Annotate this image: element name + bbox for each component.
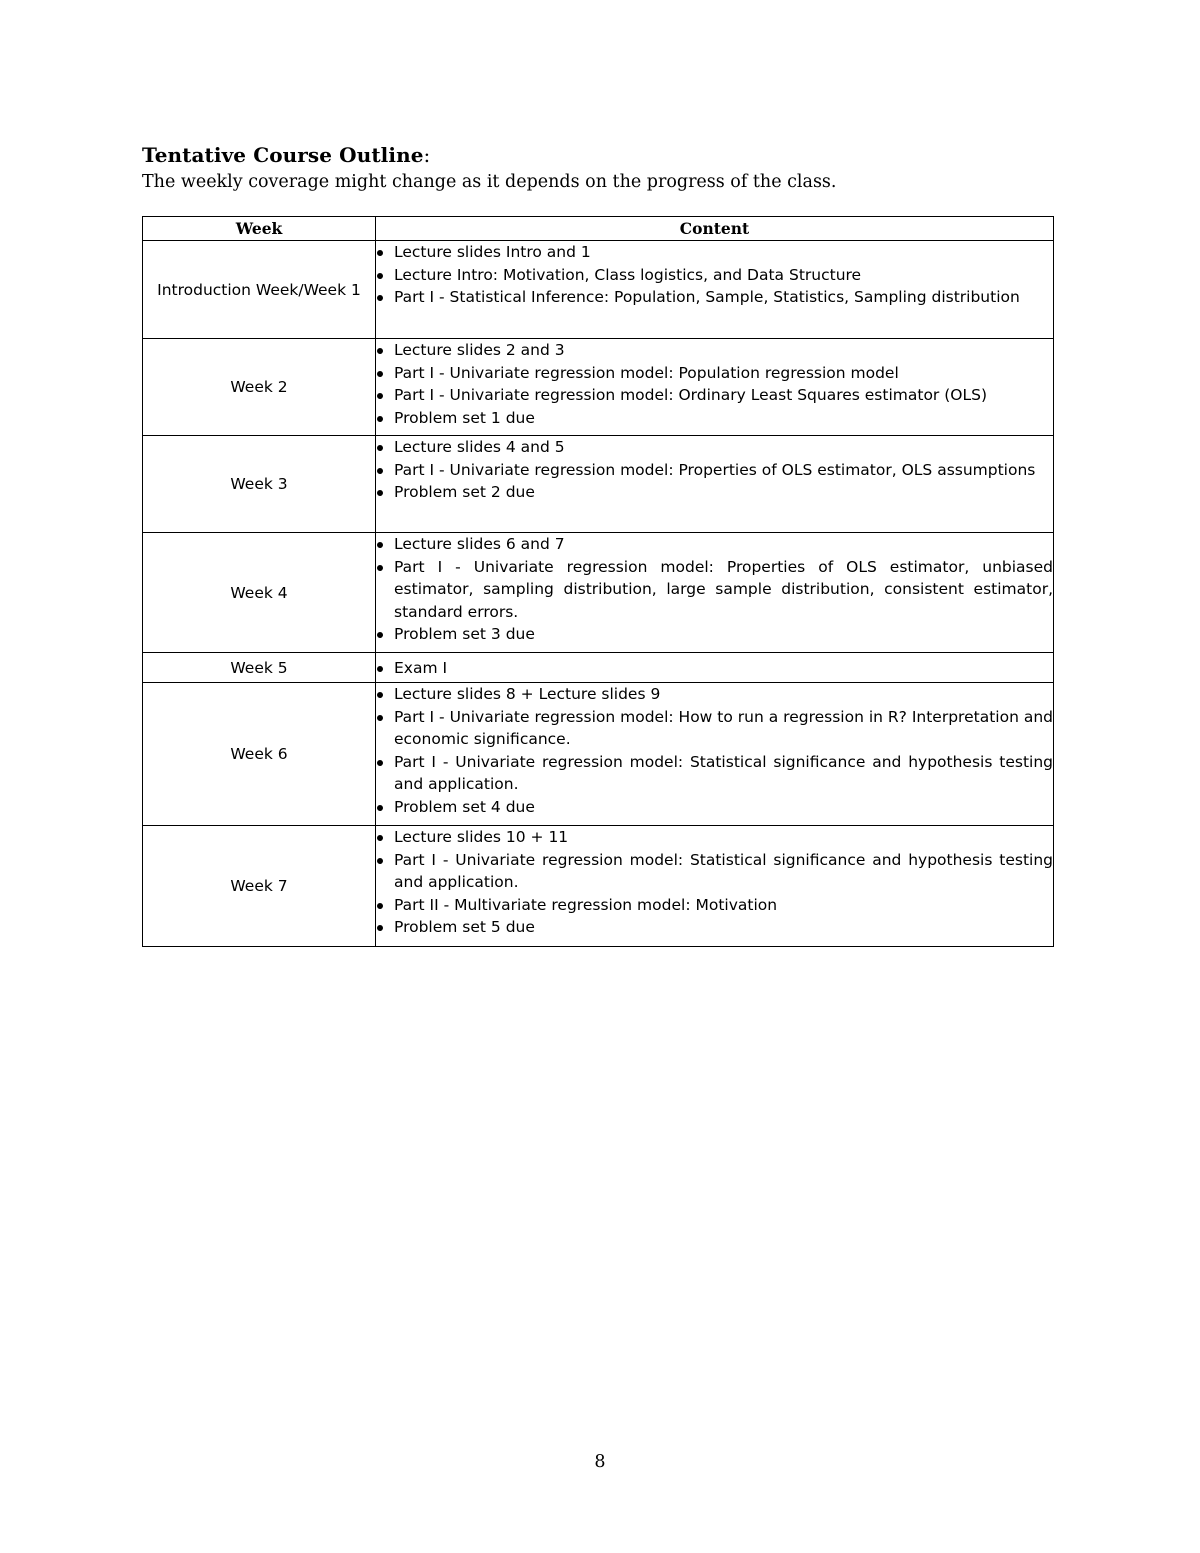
content-list [376,436,1053,504]
list-item: Problem set 5 due [376,916,1053,939]
table-row [143,533,1054,653]
list-item: Part I - Univariate regression model: Properties of OLS estimator, unbiased estimator, sampling distribution, large sample distribution, consistent estimator, standard errors. [376,556,1053,624]
list-item: Problem set 1 due [376,407,1053,430]
content-cell [376,436,1054,533]
list-item: Lecture slides Intro and 1 [376,241,1053,264]
list-item: Part I - Statistical Inference: Population, Sample, Statistics, Sampling distribution [376,286,1053,309]
week-cell: Week 3 [143,436,376,533]
week-column-header: Week [143,217,376,241]
list-item: Exam I [376,657,1053,680]
list-item: Part I - Univariate regression model: Statistical significance and hypothesis testing and application. [376,751,1053,796]
list-item: Lecture Intro: Motivation, Class logistics, and Data Structure [376,264,1053,287]
section-subtitle: The weekly coverage might change as it depends on the progress of the class. [142,172,837,192]
list-item: Lecture slides 8 + Lecture slides 9 [376,683,1053,706]
week-cell: Introduction Week/Week 1 [143,241,376,339]
table-row [143,653,1054,683]
content-cell [376,683,1054,826]
list-item: Part I - Univariate regression model: Ordinary Least Squares estimator (OLS) [376,384,1053,407]
table-row [143,683,1054,826]
list-item: Lecture slides 4 and 5 [376,436,1053,459]
list-item: Part I - Univariate regression model: Statistical significance and hypothesis testing and application. [376,849,1053,894]
list-item: Part I - Univariate regression model: Population regression model [376,362,1053,385]
section-title: Tentative Course Outline: [142,143,431,167]
course-outline-table [142,216,1054,947]
week-cell: Week 2 [143,339,376,436]
week-cell: Week 5 [143,653,376,683]
list-item: Part I - Univariate regression model: Properties of OLS estimator, OLS assumptions [376,459,1053,482]
content-list [376,533,1053,646]
table-row [143,339,1054,436]
list-item: Part I - Univariate regression model: How to run a regression in R? Interpretation and economic significance. [376,706,1053,751]
content-list [376,683,1053,818]
table-row [143,436,1054,533]
week-cell: Week 7 [143,826,376,947]
table-row [143,826,1054,947]
table-row [143,241,1054,339]
list-item: Problem set 3 due [376,623,1053,646]
content-cell [376,653,1054,683]
content-cell [376,241,1054,339]
content-list [376,241,1053,309]
outline-heading [142,142,1062,195]
week-cell: Week 6 [143,683,376,826]
content-cell [376,533,1054,653]
list-item: Lecture slides 6 and 7 [376,533,1053,556]
content-list [376,657,1053,680]
table-header-row [143,217,1054,241]
content-list [376,826,1053,939]
week-cell: Week 4 [143,533,376,653]
list-item: Lecture slides 10 + 11 [376,826,1053,849]
list-item: Problem set 4 due [376,796,1053,819]
content-cell [376,339,1054,436]
content-column-header: Content [376,217,1054,241]
list-item: Lecture slides 2 and 3 [376,339,1053,362]
list-item: Problem set 2 due [376,481,1053,504]
content-list [376,339,1053,429]
list-item: Part II - Multivariate regression model: Motivation [376,894,1053,917]
page-number: 8 [594,1452,606,1472]
content-cell [376,826,1054,947]
